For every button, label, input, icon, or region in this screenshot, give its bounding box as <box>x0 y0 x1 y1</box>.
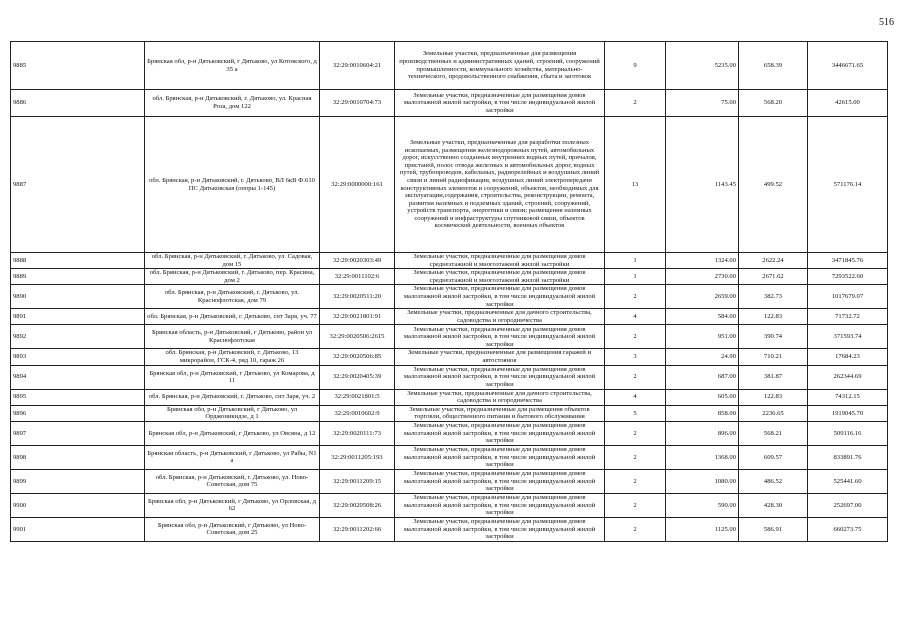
area-cell: 896.00 <box>666 421 739 445</box>
use-group-cell: 2 <box>605 285 666 309</box>
row-number: 9889 <box>11 269 145 285</box>
row-number: 9893 <box>11 349 145 365</box>
row-number: 9901 <box>11 517 145 541</box>
land-use-cell: Земельные участки, предназначенные для разработки полезных ископаемых, размещения железнодорожных путей, автомобильных дорог, искусственно созданных внутренних водных путей, причалов, пристаней, полос отвода железных и автомобильных дорог, водных путей, трубопроводов, кабельных, радиорелейных и воздушных линий связи и линий радиофикации, воздушных линий электропередачи конструктивных элементов и сооружений, объектов, необходимых для эксплуатации,содержания, строительства, реконструкции, ремонта, развития наземных и подземных зданий, строений, сооружений, устройств транспорта, энергетики и связи; размещения наземных сооружений и инфраструктуры спутниковой связи, объектов космической деятельности, военных объектов <box>395 117 605 253</box>
cadastral-value-cell: 660273.75 <box>808 517 888 541</box>
table-row <box>11 365 888 389</box>
row-number: 9895 <box>11 389 145 405</box>
cadastral-value-cell: 252697.00 <box>808 493 888 517</box>
use-group-cell: 2 <box>605 469 666 493</box>
table-row <box>11 405 888 421</box>
cadastral-value-cell: 1919045.70 <box>808 405 888 421</box>
area-cell: 687.00 <box>666 365 739 389</box>
use-group-cell: 2 <box>605 90 666 117</box>
cadastral-number-cell: 32:29:0010602:9 <box>320 405 395 421</box>
cadastral-number-cell: 32:29:0020511:20 <box>320 285 395 309</box>
use-group-cell: 2 <box>605 493 666 517</box>
cadastral-number-cell: 32:29:0000000:161 <box>320 117 395 253</box>
area-cell: 1368.00 <box>666 445 739 469</box>
cadastral-value-cell: 509116.16 <box>808 421 888 445</box>
cadastral-value-cell: 833891.76 <box>808 445 888 469</box>
unit-value-cell: 2622.24 <box>739 253 808 269</box>
address-cell: Брянская обл, р-н Дятьковский, г Дятьково, ул Ново-Советская, дом 25 <box>145 517 320 541</box>
cadastral-value-cell: 371593.74 <box>808 325 888 349</box>
address-cell: Брянская обл, р-н Дятьковский, г Дятьково, ул Комарова, д 11 <box>145 365 320 389</box>
cadastral-number-cell: 32:29:0011205:193 <box>320 445 395 469</box>
area-cell: 1080.00 <box>666 469 739 493</box>
table-row <box>11 42 888 90</box>
land-use-cell: Земельные участки, предназначенные для размещения домов малоэтажной жилой застройки, в том числе индивидуальной жилой застройки <box>395 493 605 517</box>
area-cell: 951.00 <box>666 325 739 349</box>
table-row <box>11 269 888 285</box>
area-cell: 590.00 <box>666 493 739 517</box>
cadastral-number-cell: 32:29:0020506:2615 <box>320 325 395 349</box>
land-use-cell: Земельные участки, предназначенные для размещения объектов торговли, общественного питания и бытового обслуживания <box>395 405 605 421</box>
land-use-cell: Земельные участки, предназначенные для дачного строительства, садоводства и огородничества <box>395 389 605 405</box>
unit-value-cell: 2671.62 <box>739 269 808 285</box>
table-row <box>11 285 888 309</box>
land-use-cell: Земельные участки, предназначенные для размещения производственных и административных зданий, строений, сооружений промышленности, коммунального хозяйства, материально-технического, продовольственного снабжения, сбыта и заготовок <box>395 42 605 90</box>
row-number: 9886 <box>11 90 145 117</box>
row-number: 9888 <box>11 253 145 269</box>
table-row <box>11 517 888 541</box>
area-cell: 75.00 <box>666 90 739 117</box>
address-cell: обл. Брянская, р-н Дятьковский, г. Дятьково, ВЛ 6кВ Ф.610 ПС Дятьковская (опоры 1-145) <box>145 117 320 253</box>
area-cell: 24.90 <box>666 349 739 365</box>
cadastral-number-cell: 32:29:0010704:73 <box>320 90 395 117</box>
area-cell: 1324.00 <box>666 253 739 269</box>
cadastral-number-cell: 32:29:0011102:6 <box>320 269 395 285</box>
land-register-table <box>10 41 888 542</box>
cadastral-value-cell: 71732.72 <box>808 309 888 325</box>
table-row <box>11 117 888 253</box>
address-cell: Брянская обл, р-н Дятьковский, г Дятьково, ул Орловская, д 62 <box>145 493 320 517</box>
row-number: 9887 <box>11 117 145 253</box>
row-number: 9899 <box>11 469 145 493</box>
row-number: 9890 <box>11 285 145 309</box>
table-row <box>11 469 888 493</box>
unit-value-cell: 381.87 <box>739 365 808 389</box>
land-use-cell: Земельные участки, предназначенные для размещения домов среднеэтажной и многоэтажной жилой застройки <box>395 253 605 269</box>
area-cell: 1125.00 <box>666 517 739 541</box>
use-group-cell: 2 <box>605 445 666 469</box>
land-use-cell: Земельные участки, предназначенные для размещения домов малоэтажной жилой застройки, в том числе индивидуальной жилой застройки <box>395 445 605 469</box>
row-number: 9897 <box>11 421 145 445</box>
area-cell: 584.00 <box>666 309 739 325</box>
cadastral-number-cell: 32:29:0011202:66 <box>320 517 395 541</box>
land-use-cell: Земельные участки, предназначенные для размещения домов малоэтажной жилой застройки, в том числе индивидуальной жилой застройки <box>395 517 605 541</box>
row-number: 9898 <box>11 445 145 469</box>
address-cell: обл. Брянская, р-н Дятьковский, г. Дятьково, ул. Красная Роза, дом 122 <box>145 90 320 117</box>
area-cell: 5235.00 <box>666 42 739 90</box>
land-use-cell: Земельные участки, предназначенные для дачного строительства, садоводства и огородничества <box>395 309 605 325</box>
unit-value-cell: 2236.65 <box>739 405 808 421</box>
cadastral-number-cell: 32:29:0021801:5 <box>320 389 395 405</box>
cadastral-number-cell: 32:29:0010604:21 <box>320 42 395 90</box>
cadastral-number-cell: 32:29:0011209:15 <box>320 469 395 493</box>
table-row <box>11 309 888 325</box>
row-number: 9885 <box>11 42 145 90</box>
cadastral-value-cell: 262344.69 <box>808 365 888 389</box>
cadastral-value-cell: 571176.14 <box>808 117 888 253</box>
cadastral-value-cell: 74312.15 <box>808 389 888 405</box>
use-group-cell: 3 <box>605 349 666 365</box>
unit-value-cell: 586.91 <box>739 517 808 541</box>
cadastral-value-cell: 17684.23 <box>808 349 888 365</box>
land-use-cell: Земельные участки, предназначенные для размещения домов малоэтажной жилой застройки, в том числе индивидуальной жилой застройки <box>395 469 605 493</box>
row-number: 9896 <box>11 405 145 421</box>
row-number: 9892 <box>11 325 145 349</box>
cadastral-value-cell: 1017679.07 <box>808 285 888 309</box>
area-cell: 858.00 <box>666 405 739 421</box>
address-cell: обл. Брянская, р-н Дятьковский, г. Дятьково, 13 микрорайон, ГСК-4, ряд 10, гараж 26 <box>145 349 320 365</box>
address-cell: Брянская область, р-н Дятьковский, г Дятьково, район ул Краснофлотская <box>145 325 320 349</box>
use-group-cell: 5 <box>605 405 666 421</box>
table-row <box>11 349 888 365</box>
cadastral-number-cell: 32:29:0020405:39 <box>320 365 395 389</box>
cadastral-number-cell: 32:29:0021801:91 <box>320 309 395 325</box>
use-group-cell: 9 <box>605 42 666 90</box>
use-group-cell: 1 <box>605 253 666 269</box>
use-group-cell: 13 <box>605 117 666 253</box>
cadastral-value-cell: 42615.00 <box>808 90 888 117</box>
address-cell: Брянская обл, р-н Дятьковский, г Дятьково, ул Овсяна, д 12 <box>145 421 320 445</box>
area-cell: 605.00 <box>666 389 739 405</box>
unit-value-cell: 568.21 <box>739 421 808 445</box>
cadastral-value-cell: 525441.60 <box>808 469 888 493</box>
unit-value-cell: 122.83 <box>739 389 808 405</box>
address-cell: Брянская обл, р-н Дятьковский, г Дятьково, ул Орджоникидзе, д 1 <box>145 405 320 421</box>
use-group-cell: 4 <box>605 389 666 405</box>
unit-value-cell: 390.74 <box>739 325 808 349</box>
use-group-cell: 1 <box>605 269 666 285</box>
land-use-cell: Земельные участки, предназначенные для размещения домов малоэтажной жилой застройки, в том числе индивидуальной жилой застройки <box>395 90 605 117</box>
use-group-cell: 2 <box>605 365 666 389</box>
cadastral-number-cell: 32:29:0020506:85 <box>320 349 395 365</box>
row-number: 9900 <box>11 493 145 517</box>
use-group-cell: 4 <box>605 309 666 325</box>
cadastral-value-cell: 7293522.60 <box>808 269 888 285</box>
address-cell: обл. Брянская, р-н Дятьковский, г. Дятьково, ул. Садовая, дом 15 <box>145 253 320 269</box>
unit-value-cell: 382.73 <box>739 285 808 309</box>
address-cell: обл. Брянская, р-н Дятьковский, г. Дятьково, снт Заря, уч. 77 <box>145 309 320 325</box>
unit-value-cell: 428.30 <box>739 493 808 517</box>
land-use-cell: Земельные участки, предназначенные для размещения домов малоэтажной жилой застройки, в том числе индивидуальной жилой застройки <box>395 325 605 349</box>
address-cell: обл. Брянская, р-н Дятьковский, г. Дятьково, ул. Ново-Советская, дом 75 <box>145 469 320 493</box>
land-use-cell: Земельные участки, предназначенные для размещения гаражей и автостоянок <box>395 349 605 365</box>
use-group-cell: 2 <box>605 325 666 349</box>
cadastral-value-cell: 3446671.65 <box>808 42 888 90</box>
table-row <box>11 90 888 117</box>
table-row <box>11 325 888 349</box>
table-row <box>11 493 888 517</box>
table-row <box>11 445 888 469</box>
address-cell: обл. Брянская, р-н Дятьковский, г. Дятьково, ул. Краснофлотская, дом 79 <box>145 285 320 309</box>
page-number: 516 <box>879 17 894 28</box>
land-use-cell: Земельные участки, предназначенные для размещения домов малоэтажной жилой застройки, в том числе индивидуальной жилой застройки <box>395 365 605 389</box>
land-use-cell: Земельные участки, предназначенные для размещения домов малоэтажной жилой застройки, в том числе индивидуальной жилой застройки <box>395 285 605 309</box>
land-use-cell: Земельные участки, предназначенные для размещения домов малоэтажной жилой застройки, в том числе индивидуальной жилой застройки <box>395 421 605 445</box>
cadastral-value-cell: 3471845.76 <box>808 253 888 269</box>
unit-value-cell: 568.20 <box>739 90 808 117</box>
address-cell: Брянская область, р-н Дятьковский, г Дятьково, ул Рабы, N1 а <box>145 445 320 469</box>
unit-value-cell: 122.83 <box>739 309 808 325</box>
unit-value-cell: 609.57 <box>739 445 808 469</box>
row-number: 9891 <box>11 309 145 325</box>
table-row <box>11 389 888 405</box>
land-use-cell: Земельные участки, предназначенные для размещения домов среднеэтажной и многоэтажной жилой застройки <box>395 269 605 285</box>
use-group-cell: 2 <box>605 421 666 445</box>
use-group-cell: 2 <box>605 517 666 541</box>
cadastral-number-cell: 32:29:0020111:73 <box>320 421 395 445</box>
unit-value-cell: 710.21 <box>739 349 808 365</box>
unit-value-cell: 658.39 <box>739 42 808 90</box>
row-number: 9894 <box>11 365 145 389</box>
unit-value-cell: 486.52 <box>739 469 808 493</box>
address-cell: Брянская обл, р-н Дятьковский, г Дятьково, ул Котовского, д 35 а <box>145 42 320 90</box>
area-cell: 2730.00 <box>666 269 739 285</box>
unit-value-cell: 499.52 <box>739 117 808 253</box>
address-cell: обл. Брянская, р-н Дятьковский, г. Дятьково, снт Заря, уч. 2 <box>145 389 320 405</box>
area-cell: 1143.45 <box>666 117 739 253</box>
table-row <box>11 421 888 445</box>
address-cell: обл. Брянская, р-н Дятьковский, г. Дятьково, пер. Красина, дом 2 <box>145 269 320 285</box>
cadastral-number-cell: 32:29:0020303:49 <box>320 253 395 269</box>
table-row <box>11 253 888 269</box>
area-cell: 2659.00 <box>666 285 739 309</box>
cadastral-number-cell: 32:29:0020508:26 <box>320 493 395 517</box>
